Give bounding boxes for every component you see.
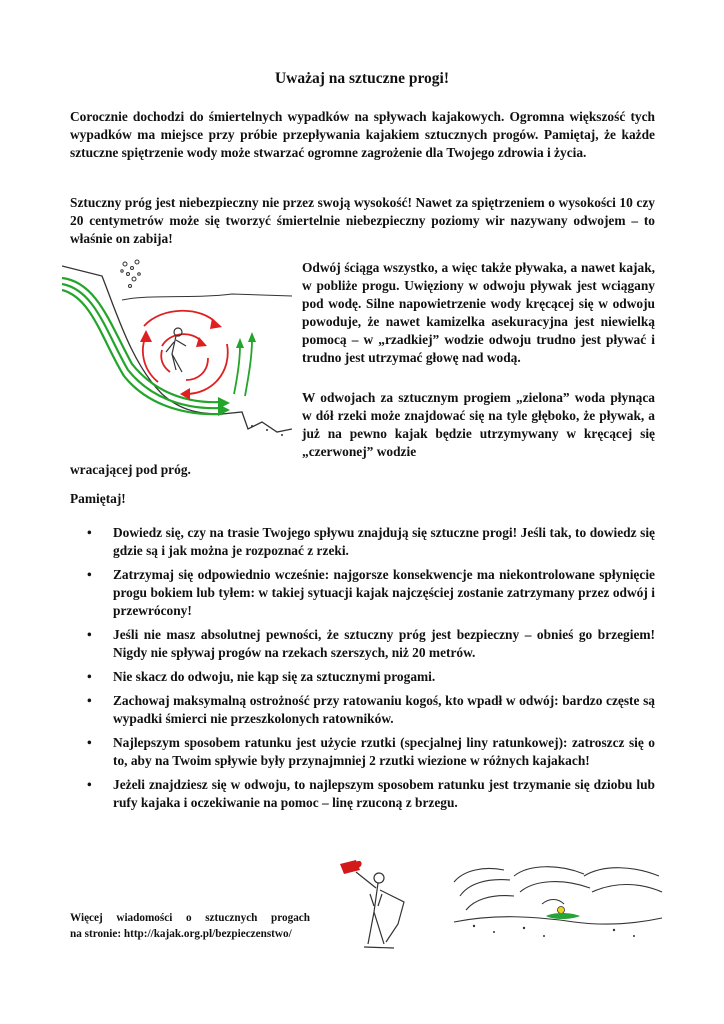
list-item <box>70 626 655 662</box>
footer-link[interactable]: na stronie: http://kajak.org.pl/bezpieczenstwo/ <box>70 928 292 940</box>
remember-heading: Pamiętaj! <box>70 491 126 506</box>
bullet-icon: • <box>87 669 92 684</box>
weir-diagram-icon <box>62 254 292 464</box>
tip-text: Zatrzymaj się odpowiednio wcześnie: najgorsze konsekwencje ma niekontrolowane spłynięcie progu bokiem lub tyłem: w takiej sytuacji kajak najczęściej zostanie zatrzymany przez odwój i przewrócony! <box>113 567 655 618</box>
rescue-sketch-icon <box>334 852 664 962</box>
intro-paragraph: Corocznie dochodzi do śmiertelnych wypadków na spływach kajakowych. Ogromna większość tych wypadków ma miejsce przy próbie przepływania kajakiem sztucznych progów. Pamiętaj, że każde sztuczne spiętrzenie wody może stwarzać ogromne zagrożenie dla Twojego zdrowia i życia. <box>70 109 655 160</box>
bullet-icon: • <box>87 525 92 540</box>
bullet-icon: • <box>87 567 92 582</box>
bullet-icon: • <box>87 735 92 750</box>
list-item <box>70 566 655 620</box>
bullet-icon: • <box>87 693 92 708</box>
tip-text: Jeśli nie masz absolutnej pewności, że sztuczny próg jest bezpieczny – obnieś go brzegiem! Nigdy nie spływaj progów na rzekach szerszych, niż 20 metrów. <box>113 627 655 660</box>
list-item <box>70 776 655 812</box>
bullet-icon: • <box>87 627 92 642</box>
footer-line-1: Więcej wiadomości o sztucznych progach <box>70 912 310 924</box>
tip-text: Zachowaj maksymalną ostrożność przy ratowaniu kogoś, kto wpadł w odwój: bardzo częste są wypadki śmierci nie przeszkolonych ratowników. <box>113 693 655 726</box>
safety-tips-list <box>70 524 655 818</box>
bullet-icon: • <box>87 777 92 792</box>
list-item <box>70 524 655 560</box>
green-red-water-paragraph-tail: wracającej pod próg. <box>70 462 191 477</box>
list-item <box>70 668 655 686</box>
page-title: Uważaj na sztuczne progi! <box>274 70 450 87</box>
danger-paragraph: Sztuczny próg jest niebezpieczny nie przez swoją wysokość! Nawet za spiętrzeniem o wysokości 10 czy 20 centymetrów może się tworzyć śmiertelnie niebezpieczny poziomy wir nazywany odwojem – to właśnie on zabija! <box>70 195 655 246</box>
tip-text: Nie skacz do odwoju, nie kąp się za sztucznymi progami. <box>113 669 436 684</box>
footer-more-info <box>70 910 310 942</box>
tip-text: Najlepszym sposobem ratunku jest użycie rzutki (specjalnej liny ratunkowej): zatroszcz się o to, aby na Twoim spływie były przynajmniej 2 rzutki wiezione w różnych kajakach! <box>113 735 655 768</box>
tip-text: Jeżeli znajdziesz się w odwoju, to najlepszym sposobem ratunku jest trzymanie się dziobu lub rufy kajaka i oczekiwanie na pomoc – linę rzuconą z brzegu. <box>113 777 655 810</box>
list-item <box>70 692 655 728</box>
green-red-water-paragraph: W odwojach za sztucznym progiem „zielona” woda płynąca w dół rzeki może znajdować się na tyle głęboko, że pływak, a już na pewno kajak będzie utrzymywany w kręcącej się „czerwonej” wodzie <box>302 390 655 459</box>
tip-text: Dowiedz się, czy na trasie Twojego spływu znajdują się sztuczne progi! Jeśli tak, to dowiedz się gdzie są i jak można je rozpoznać z rzeki. <box>113 525 655 558</box>
undertow-paragraph: Odwój ściąga wszystko, a więc także pływaka, a nawet kajak, w pobliże progu. Uwięziony w odwoju pływak jest wciągany pod wodę. Silne napowietrzenie wody kręcącej się w odwoju powoduje, że nawet kamizelka asekuracyjna jest niewielką pomocą – w „rzadkiej” wodzie odwoju trudno jest pływać i trudno jest utrzymać głowę nad wodą. <box>302 260 655 365</box>
list-item <box>70 734 655 770</box>
